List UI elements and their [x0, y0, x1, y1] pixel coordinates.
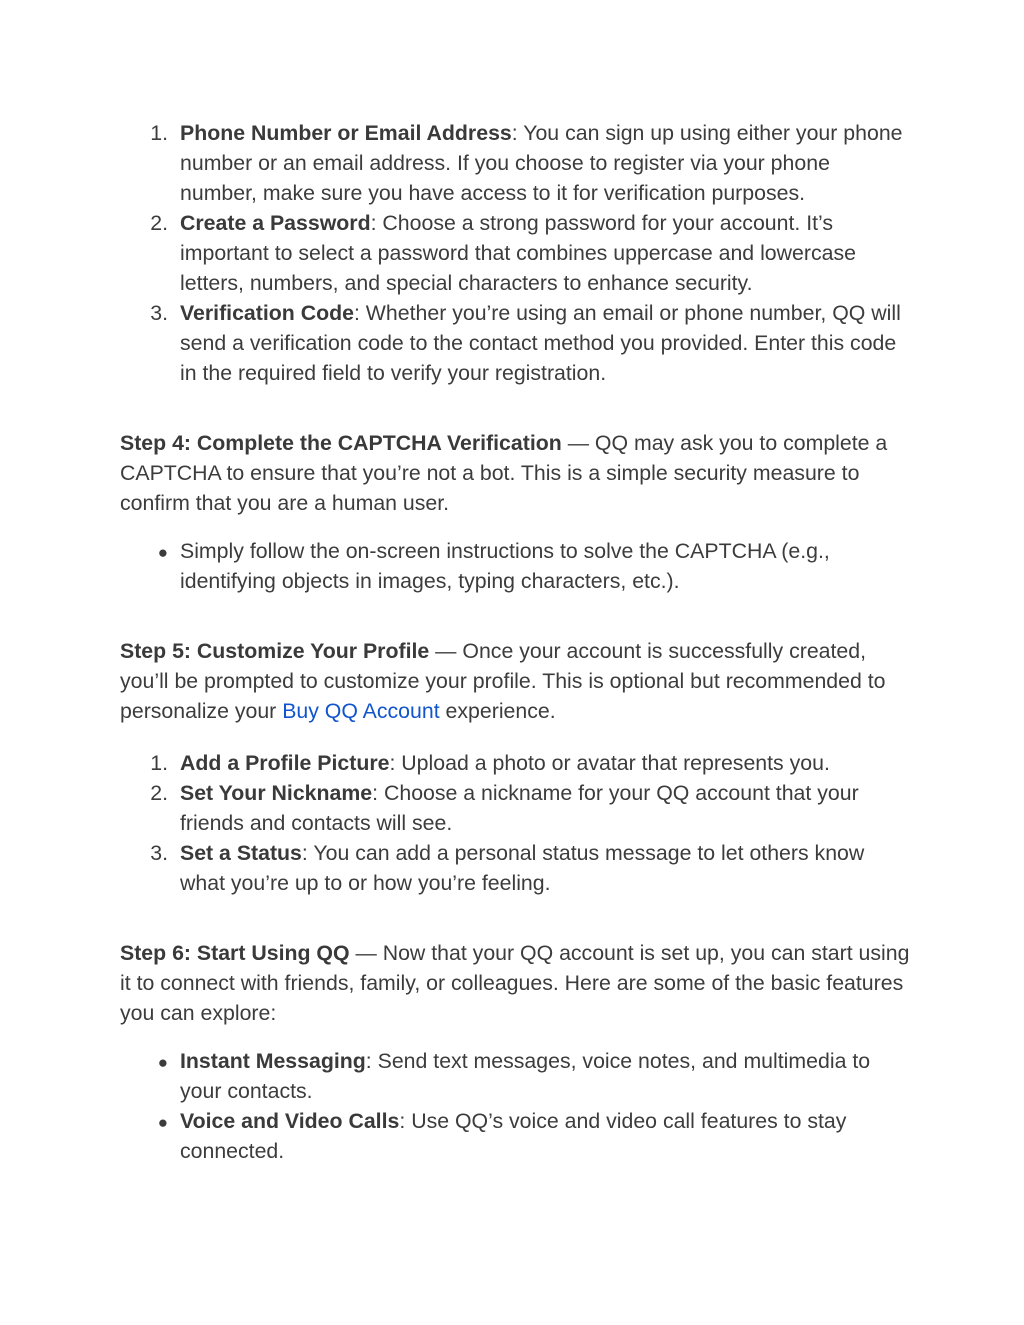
list-number: 2. [150, 781, 168, 805]
document-page [120, 118, 910, 1166]
list-number: 1. [150, 751, 168, 775]
item-title: Set a Status [180, 841, 302, 865]
bullet-icon: ● [157, 1113, 168, 1132]
step6-heading: Step 6: Start Using QQ [120, 941, 350, 965]
step5-text-end: experience. [439, 699, 556, 723]
item-text: : Whether you’re using an email or phone number, QQ will send a verification code to the contact method you provided. Enter this code in the required field to verify your registration. [180, 301, 901, 385]
list-item [120, 838, 910, 898]
list-item [120, 778, 910, 838]
item-text: : Send text messages, voice notes, and multimedia to your contacts. [180, 1049, 871, 1103]
bullet-icon: ● [157, 543, 168, 562]
list-number: 2. [150, 211, 168, 235]
item-text: : You can sign up using either your phone number or an email address. If you choose to register via your phone number, make sure you have access to it for verification purposes. [180, 121, 903, 205]
step6-text: — Now that your QQ account is set up, you can start using it to connect with friends, family, or colleagues. Here are some of the basic features you can explore: [120, 941, 910, 1025]
step4-paragraph [120, 428, 910, 518]
signup-fields-list [120, 118, 910, 388]
list-number: 1. [150, 121, 168, 145]
step5-paragraph [120, 636, 910, 726]
profile-steps-list [120, 748, 910, 898]
list-item [120, 118, 910, 208]
list-item [120, 748, 910, 778]
bullet-text: Simply follow the on-screen instructions to solve the CAPTCHA (e.g., identifying objects in images, typing characters, etc.). [180, 539, 830, 593]
item-title: Instant Messaging [180, 1049, 366, 1073]
item-text: : Upload a photo or avatar that represents you. [389, 751, 830, 775]
list-item [120, 298, 910, 388]
list-item [120, 536, 910, 596]
item-title: Add a Profile Picture [180, 751, 390, 775]
item-title: Set Your Nickname [180, 781, 373, 805]
step6-paragraph [120, 938, 910, 1028]
list-number: 3. [150, 301, 168, 325]
item-title: Voice and Video Calls [180, 1109, 400, 1133]
step4-text: — QQ may ask you to complete a CAPTCHA to ensure that you’re not a bot. This is a simple security measure to confirm that you are a human user. [120, 431, 888, 515]
list-item [120, 208, 910, 298]
item-text: : You can add a personal status message to let others know what you’re up to or how you’re feeling. [180, 841, 865, 895]
step5-heading: Step 5: Customize Your Profile [120, 639, 430, 663]
item-text: : Choose a nickname for your QQ account that your friends and contacts will see. [180, 781, 859, 835]
step4-bullet-list [120, 536, 910, 596]
list-item [120, 1046, 910, 1106]
list-number: 3. [150, 841, 168, 865]
item-title: Phone Number or Email Address [180, 121, 512, 145]
bullet-icon: ● [157, 1053, 168, 1072]
item-text: : Use QQ’s voice and video call features to stay connected. [180, 1109, 847, 1163]
list-item [120, 1106, 910, 1166]
item-title: Verification Code [180, 301, 354, 325]
step4-heading: Step 4: Complete the CAPTCHA Verification [120, 431, 562, 455]
step5-text: — Once your account is successfully created, you’ll be prompted to customize your profile. This is optional but recommended to personalize your [120, 639, 886, 723]
item-text: : Choose a strong password for your account. It’s important to select a password that combines uppercase and lowercase letters, numbers, and special characters to enhance security. [180, 211, 856, 295]
features-bullet-list [120, 1046, 910, 1166]
item-title: Create a Password [180, 211, 371, 235]
buy-qq-account-link[interactable]: Buy QQ Account [282, 699, 440, 723]
